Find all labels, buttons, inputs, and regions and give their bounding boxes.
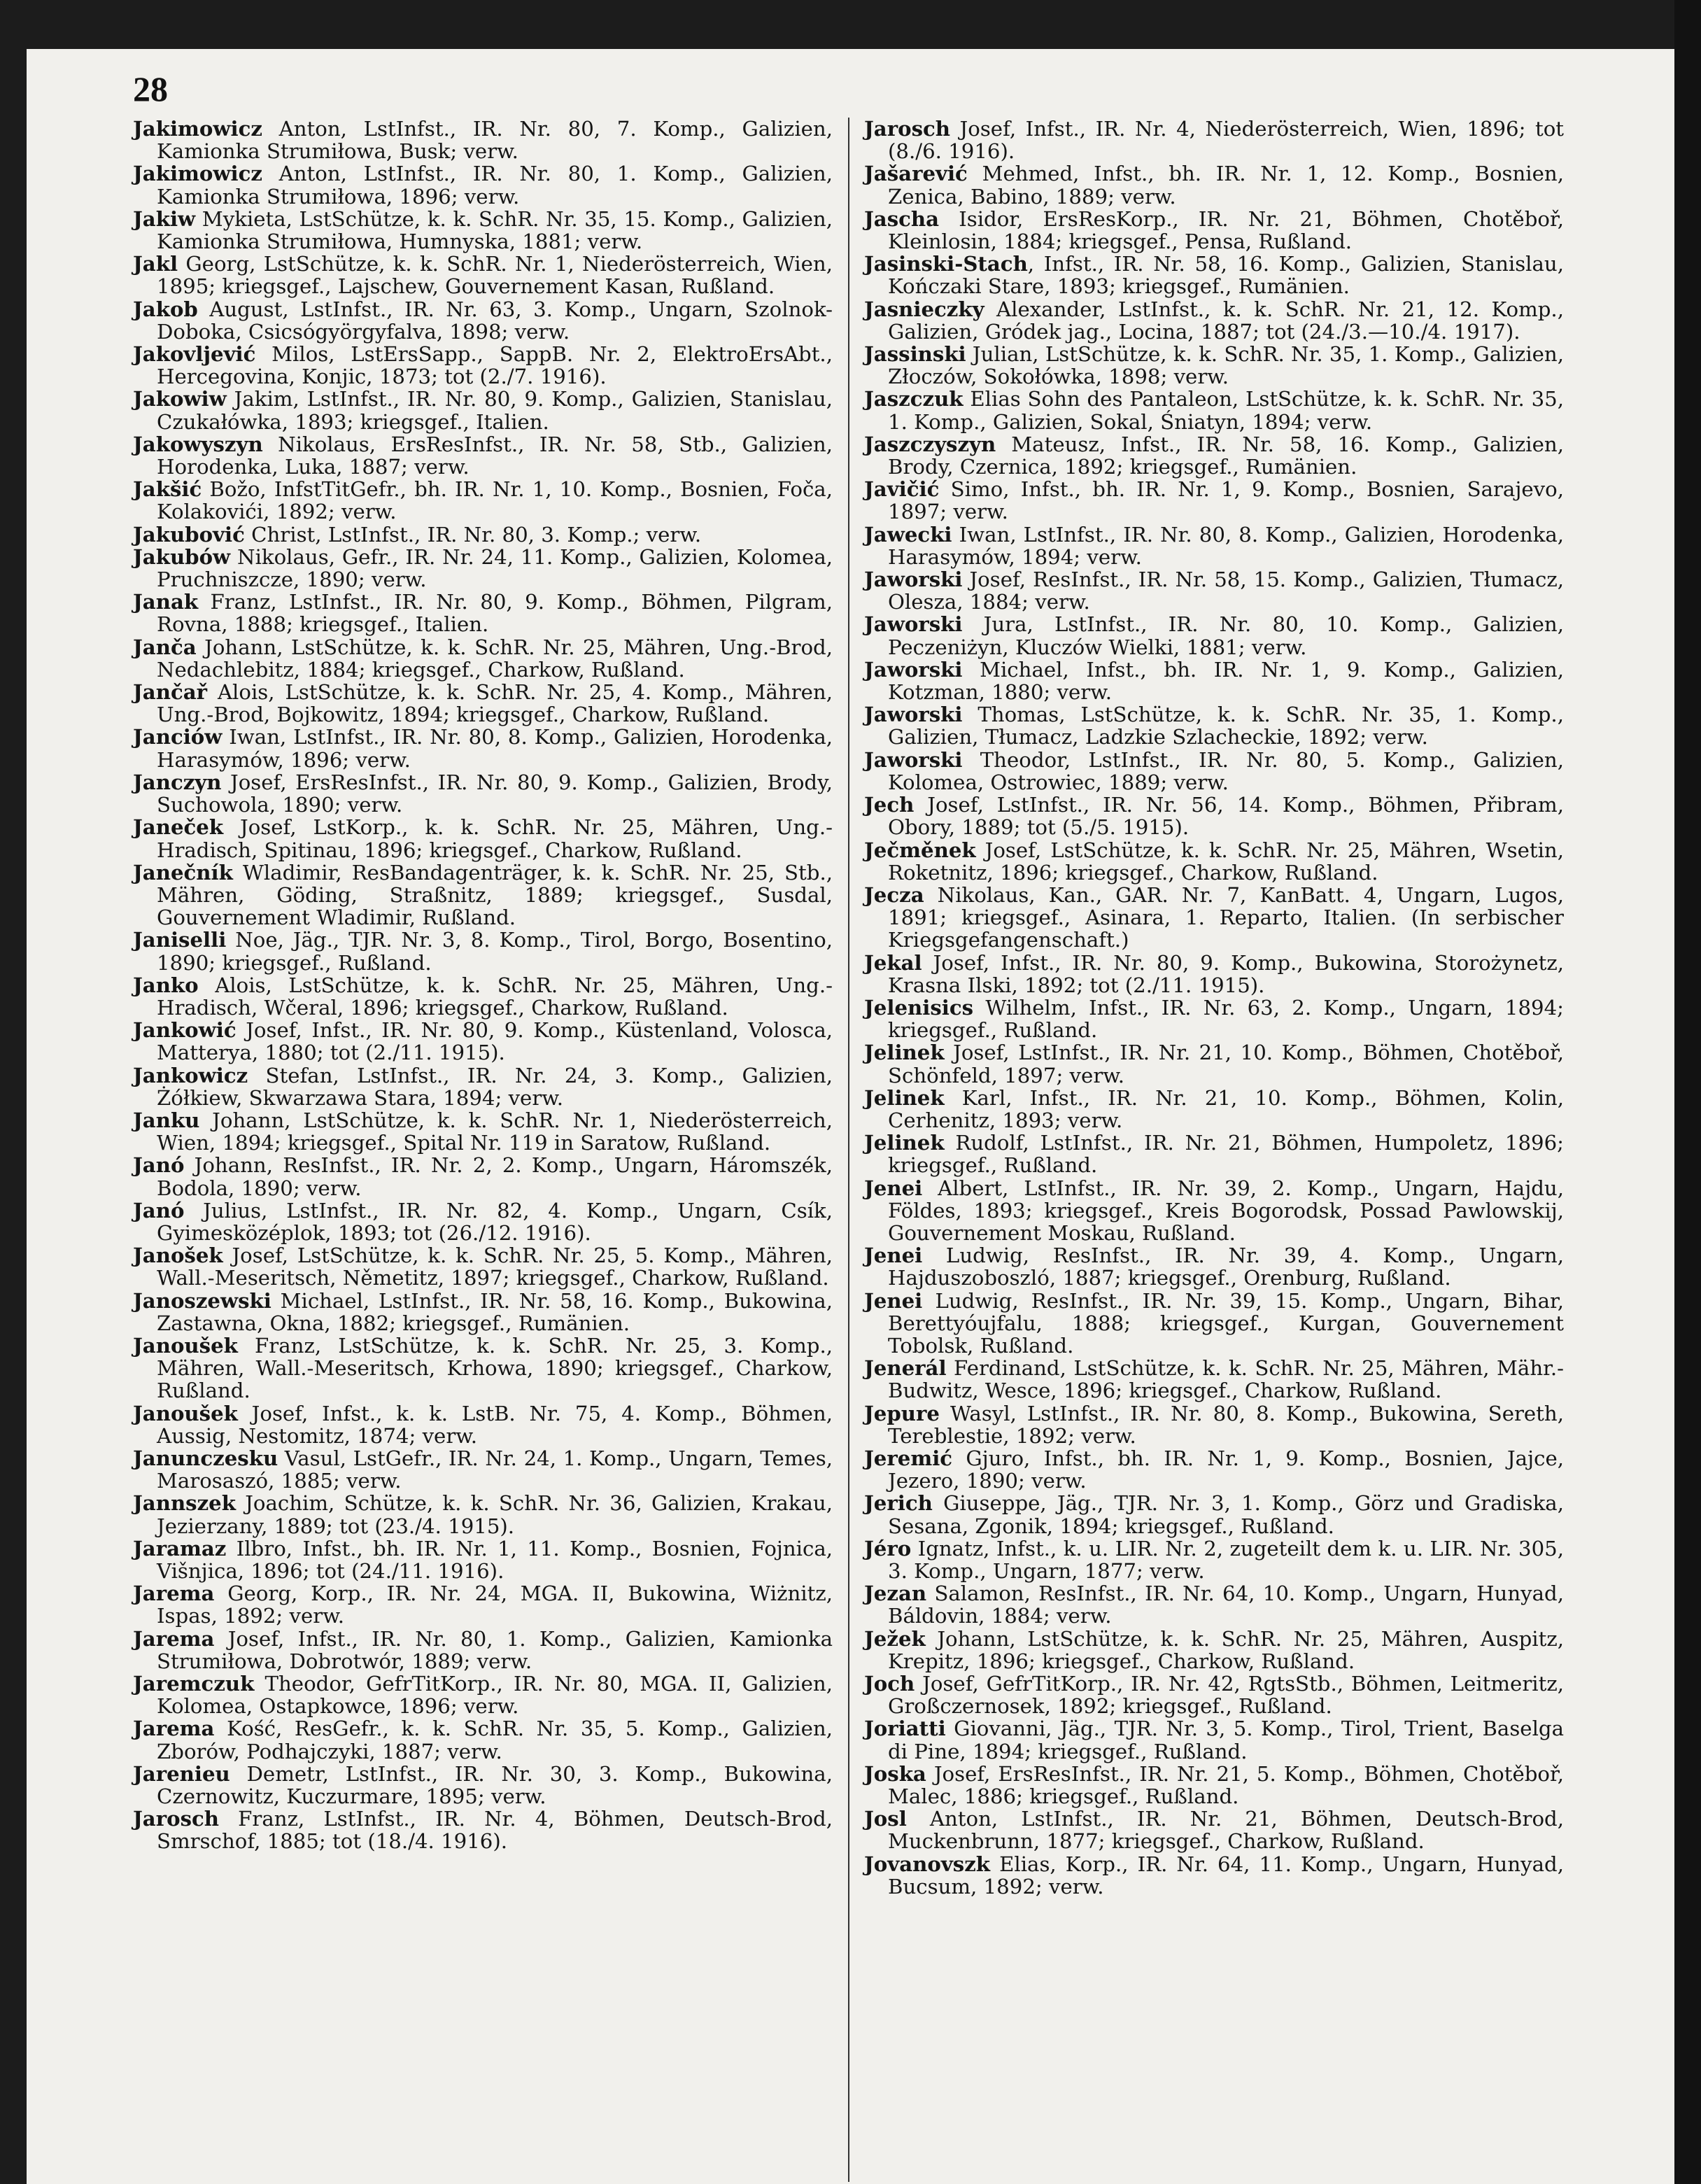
entry-surname: Janak xyxy=(133,590,199,614)
list-entry xyxy=(133,298,833,343)
entry-details: Franz, LstInfst., IR. Nr. 80, 9. Komp., Böhmen, Pilgram, Rovna, 1888; kriegsgef., Italien. xyxy=(157,590,833,637)
entry-surname: Jasnieczky xyxy=(864,297,984,321)
entry-surname: Jakimowicz xyxy=(133,117,262,141)
entry-details: Anton, LstInfst., IR. Nr. 80, 1. Komp., Galizien, Kamionka Strumiłowa, 1896; verw. xyxy=(157,162,833,209)
entry-details: Alois, LstSchütze, k. k. SchR. Nr. 25, Mähren, Ung.-Hradisch, Wčeral, 1896; kriegsgef., Charkow, Rußland. xyxy=(157,973,833,1020)
entry-details: Demetr, LstInfst., IR. Nr. 30, 3. Komp., Bukowina, Czernowitz, Kuczurmare, 1895; verw. xyxy=(157,1761,833,1809)
list-entry xyxy=(133,208,833,253)
entry-surname: Janó xyxy=(133,1153,185,1178)
entry-surname: Joch xyxy=(864,1672,915,1696)
list-entry xyxy=(133,1763,833,1808)
entry-details: Wasyl, LstInfst., IR. Nr. 80, 8. Komp., Bukowina, Sereth, Tereblestie, 1892; verw. xyxy=(888,1401,1564,1448)
entry-surname: Jaworski xyxy=(864,568,963,592)
list-entry xyxy=(864,1763,1564,1808)
entry-surname: Janoušek xyxy=(133,1401,238,1425)
entry-details: August, LstInfst., IR. Nr. 63, 3. Komp., Ungarn, Szolnok-Doboka, Csicsógyörgyfalva, 1898; verw. xyxy=(157,297,833,344)
list-entry xyxy=(864,839,1564,884)
entry-details: Salamon, ResInfst., IR. Nr. 64, 10. Komp., Ungarn, Hunyad, Báldovin, 1884; verw. xyxy=(888,1581,1564,1628)
list-entry xyxy=(864,1808,1564,1852)
page-number: 28 xyxy=(133,69,168,108)
entry-surname: Janiselli xyxy=(133,928,227,952)
list-entry xyxy=(864,884,1564,952)
entry-details: Elias, Korp., IR. Nr. 64, 11. Komp., Ungarn, Hunyad, Bucsum, 1892; verw. xyxy=(888,1852,1564,1898)
entry-details: Iwan, LstInfst., IR. Nr. 80, 8. Komp., Galizien, Horodenka, Harasymów, 1894; verw. xyxy=(888,522,1564,569)
entry-surname: Janó xyxy=(133,1198,185,1223)
list-entry xyxy=(133,1154,833,1199)
entry-surname: Jenei xyxy=(864,1244,923,1268)
entry-surname: Jeremić xyxy=(864,1446,953,1470)
list-entry xyxy=(864,298,1564,343)
entry-surname: Jecza xyxy=(864,882,924,907)
entry-details: Ludwig, ResInfst., IR. Nr. 39, 4. Komp., Ungarn, Hajduszoboszló, 1887; kriegsgef., Orenburg, Rußland. xyxy=(888,1244,1564,1290)
entry-details: Josef, LstKorp., k. k. SchR. Nr. 25, Mähren, Ung.-Hradisch, Spitinau, 1896; kriegsgef., Charkow, Rußland. xyxy=(157,815,833,862)
entry-details: Julius, LstInfst., IR. Nr. 82, 4. Komp., Ungarn, Csík, Gyimesközéplok, 1893; tot (26./12. 1916). xyxy=(157,1198,833,1245)
entry-surname: Jepure xyxy=(864,1401,940,1425)
entry-surname: Jelenisics xyxy=(864,995,974,1020)
list-entry xyxy=(864,1628,1564,1672)
entry-surname: Janku xyxy=(133,1108,200,1132)
entry-details: Kość, ResGefr., k. k. SchR. Nr. 35, 5. Komp., Galizien, Zborów, Podhajczyki, 1887; verw. xyxy=(157,1717,833,1763)
list-entry xyxy=(864,658,1564,703)
entry-surname: Janečník xyxy=(133,860,233,885)
list-entry xyxy=(864,1357,1564,1402)
entry-details: Michael, LstInfst., IR. Nr. 58, 16. Komp., Bukowina, Zastawna, Okna, 1882; kriegsgef., Rumänien. xyxy=(157,1288,833,1335)
list-entry xyxy=(864,1717,1564,1762)
entry-surname: Janko xyxy=(133,973,199,997)
entry-details: Anton, LstInfst., IR. Nr. 80, 7. Komp., Galizien, Kamionka Strumiłowa, Busk; verw. xyxy=(157,117,833,164)
entry-surname: Jasinski-Stach xyxy=(864,252,1028,276)
entry-surname: Ječměnek xyxy=(864,838,976,862)
entry-details: Franz, LstInfst., IR. Nr. 4, Böhmen, Deutsch-Brod, Smrschof, 1885; tot (18./4. 1916). xyxy=(157,1807,833,1854)
entry-surname: Janča xyxy=(133,635,197,659)
entry-surname: Jenei xyxy=(864,1176,923,1200)
entry-surname: Jakubović xyxy=(133,522,245,547)
entry-details: Milos, LstErsSapp., SappB. Nr. 2, ElektroErsAbt., Hercegovina, Konjic, 1873; tot (2./7. 1916). xyxy=(157,342,833,389)
entry-surname: Jaramaz xyxy=(133,1536,227,1560)
entry-details: Michael, Infst., bh. IR. Nr. 1, 9. Komp., Galizien, Kotzman, 1880; verw. xyxy=(888,657,1564,705)
entry-surname: Jaworski xyxy=(864,747,963,772)
entry-details: Johann, LstSchütze, k. k. SchR. Nr. 25, Mähren, Auspitz, Krepitz, 1896; kriegsgef., Charkow, Rußland. xyxy=(888,1626,1564,1673)
list-entry xyxy=(133,1582,833,1627)
entry-surname: Jovanovszk xyxy=(864,1852,991,1876)
list-entry xyxy=(133,816,833,861)
list-entry xyxy=(133,433,833,478)
list-entry xyxy=(864,1244,1564,1289)
entry-surname: Jelinek xyxy=(864,1131,945,1155)
entry-surname: Jakob xyxy=(133,297,198,321)
list-entry xyxy=(133,591,833,635)
entry-surname: Jakovljević xyxy=(133,342,256,367)
entry-details: Ludwig, ResInfst., IR. Nr. 39, 15. Komp., Ungarn, Bihar, Berettyóujfalu, 1888; kriegsgef., Kurgan, Gouvernement Tobolsk, Rußland. xyxy=(888,1288,1564,1358)
entry-details: Ferdinand, LstSchütze, k. k. SchR. Nr. 25, Mähren, Mähr.-Budwitz, Wesce, 1896; kriegsgef., Charkow, Rußland. xyxy=(888,1356,1564,1403)
list-entry xyxy=(864,568,1564,613)
entry-details: Georg, Korp., IR. Nr. 24, MGA. II, Bukowina, Wiżnitz, Ispas, 1892; verw. xyxy=(157,1581,833,1628)
entry-surname: Jarema xyxy=(133,1717,215,1741)
entry-details: Josef, ErsResInfst., IR. Nr. 21, 5. Komp., Böhmen, Chotěboř, Malec, 1886; kriegsgef., Rußland. xyxy=(888,1761,1564,1809)
entry-surname: Jenerál xyxy=(864,1356,947,1381)
entry-details: Mehmed, Infst., bh. IR. Nr. 1, 12. Komp., Bosnien, Zenica, Babino, 1889; verw. xyxy=(888,162,1564,209)
entry-details: Johann, LstSchütze, k. k. SchR. Nr. 1, Niederösterreich, Wien, 1894; kriegsgef., Spital Nr. 119 in Saratow, Rußland. xyxy=(157,1108,833,1155)
entry-surname: Jakšić xyxy=(133,477,202,502)
entry-details: Josef, Infst., IR. Nr. 80, 1. Komp., Galizien, Kamionka Strumiłowa, Dobrotwór, 1889; verw. xyxy=(157,1626,833,1673)
entry-surname: Jarema xyxy=(133,1626,215,1651)
entry-details: Johann, LstSchütze, k. k. SchR. Nr. 25, Mähren, Ung.-Brod, Nedachlebitz, 1884; kriegsgef., Charkow, Rußland. xyxy=(157,635,833,682)
list-entry xyxy=(864,1492,1564,1537)
entry-surname: Jawecki xyxy=(864,522,952,547)
list-entry xyxy=(864,1290,1564,1358)
list-entry xyxy=(864,253,1564,297)
entry-details: Jakim, LstInfst., IR. Nr. 80, 9. Komp., Galizien, Stanislau, Czukałówka, 1893; kriegsgef., Italien. xyxy=(157,387,833,434)
entry-details: Nikolaus, ErsResInfst., IR. Nr. 58, Stb., Galizien, Horodenka, Luka, 1887; verw. xyxy=(157,432,833,479)
entry-surname: Janoszewski xyxy=(133,1288,271,1313)
entry-details: Anton, LstInfst., IR. Nr. 21, Böhmen, Deutsch-Brod, Muckenbrunn, 1877; kriegsgef., Charkow, Rußland. xyxy=(888,1807,1564,1854)
list-entry xyxy=(133,162,833,207)
entry-details: Josef, GefrTitKorp., IR. Nr. 42, RgtsStb., Böhmen, Leitmeritz, Großczernosek, 1892; kriegsgef., Rußland. xyxy=(888,1672,1564,1719)
entry-details: Josef, LstSchütze, k. k. SchR. Nr. 25, 5. Komp., Mähren, Wall.-Meseritsch, Němetitz, 1897; kriegsgef., Charkow, Rußland. xyxy=(157,1244,833,1290)
entry-details: Mykieta, LstSchütze, k. k. SchR. Nr. 35, 15. Komp., Galizien, Kamionka Strumiłowa, Humnyska, 1881; verw. xyxy=(157,206,833,254)
entry-details: Gjuro, Infst., bh. IR. Nr. 1, 9. Komp., Bosnien, Jajce, Jezero, 1890; verw. xyxy=(888,1446,1564,1493)
entry-surname: Javičić xyxy=(864,477,940,502)
entry-surname: Jakiw xyxy=(133,206,196,231)
entry-details: Josef, LstInfst., IR. Nr. 21, 10. Komp., Böhmen, Chotěboř, Schönfeld, 1897; verw. xyxy=(888,1041,1564,1087)
entry-surname: Jaszczyszyn xyxy=(864,432,996,456)
list-entry xyxy=(133,1537,833,1582)
entry-details: Josef, ErsResInfst., IR. Nr. 80, 9. Komp., Galizien, Brody, Suchowola, 1890; verw. xyxy=(157,770,833,817)
entry-details: Thomas, LstSchütze, k. k. SchR. Nr. 35, 1. Komp., Galizien, Tłumacz, Ladzkie Szlacheckie, 1892; verw. xyxy=(888,703,1564,749)
list-entry xyxy=(133,861,833,929)
list-entry xyxy=(133,929,833,973)
list-entry xyxy=(864,1582,1564,1627)
list-entry xyxy=(133,1334,833,1402)
entry-details: Mateusz, Infst., IR. Nr. 58, 16. Komp., Galizien, Brody, Czernica, 1892; kriegsgef., Rumänien. xyxy=(888,432,1564,479)
entry-details: Johann, ResInfst., IR. Nr. 2, 2. Komp., Ungarn, Háromszék, Bodola, 1890; verw. xyxy=(157,1153,833,1200)
list-entry xyxy=(133,1290,833,1334)
list-entry xyxy=(133,1717,833,1762)
entry-surname: Jaworski xyxy=(864,657,963,682)
entry-details: Josef, ResInfst., IR. Nr. 58, 15. Komp., Galizien, Tłumacz, Olesza, 1884; verw. xyxy=(888,568,1564,614)
entry-surname: Joriatti xyxy=(864,1717,946,1741)
entry-surname: Janoušek xyxy=(133,1333,238,1358)
list-entry xyxy=(864,1672,1564,1717)
entry-details: Josef, Infst., IR. Nr. 4, Niederösterreich, Wien, 1896; tot (8./6. 1916). xyxy=(888,117,1564,164)
page-edge-shadow xyxy=(1674,0,1701,2184)
list-entry xyxy=(864,478,1564,523)
entry-surname: Jarosch xyxy=(864,117,950,141)
entry-surname: Jéro xyxy=(864,1536,912,1560)
entry-surname: Jarenieu xyxy=(133,1761,230,1786)
entry-details: , Infst., IR. Nr. 58, 16. Komp., Galizien, Stanislau, Kończaki Stare, 1893; kriegsgef., Rumänien. xyxy=(888,252,1564,299)
list-entry xyxy=(864,208,1564,253)
entry-surname: Jenei xyxy=(864,1288,923,1313)
entry-details: Giovanni, Jäg., TJR. Nr. 3, 5. Komp., Tirol, Trient, Baselga di Pine, 1894; kriegsgef., Rußland. xyxy=(888,1717,1564,1763)
list-entry xyxy=(133,1808,833,1852)
list-entry xyxy=(864,162,1564,207)
entry-details: Josef, LstInfst., IR. Nr. 56, 14. Komp., Böhmen, Přibram, Obory, 1889; tot (5./5. 1915). xyxy=(888,793,1564,840)
entry-details: Vasul, LstGefr., IR. Nr. 24, 1. Komp., Ungarn, Temes, Marosaszó, 1885; verw. xyxy=(157,1446,833,1493)
entry-details: Theodor, GefrTitKorp., IR. Nr. 80, MGA. II, Galizien, Kolomea, Ostapkowce, 1896; verw. xyxy=(157,1672,833,1719)
list-entry xyxy=(133,1019,833,1064)
entry-details: Stefan, LstInfst., IR. Nr. 24, 3. Komp., Galizien, Żółkiew, Skwarzawa Stara, 1894; verw. xyxy=(157,1063,833,1110)
entry-details: Rudolf, LstInfst., IR. Nr. 21, Böhmen, Humpoletz, 1896; kriegsgef., Rußland. xyxy=(888,1131,1564,1178)
list-entry xyxy=(133,1447,833,1492)
entry-surname: Jarema xyxy=(133,1581,215,1606)
entry-surname: Janeček xyxy=(133,815,224,840)
list-entry xyxy=(133,1199,833,1244)
entry-surname: Jarosch xyxy=(133,1807,219,1831)
entry-details: Albert, LstInfst., IR. Nr. 39, 2. Komp., Ungarn, Hajdu, Földes, 1893; kriegsgef., Kreis Bogorodsk, Possad Pawlowskij, Gouvernement Moskau, Rußland. xyxy=(888,1176,1564,1245)
list-entry xyxy=(133,523,833,546)
entry-details: Giuseppe, Jäg., TJR. Nr. 3, 1. Komp., Görz und Gradiska, Sesana, Zgonik, 1894; kriegsgef., Rußland. xyxy=(888,1491,1564,1538)
entry-details: Wilhelm, Infst., IR. Nr. 63, 2. Komp., Ungarn, 1894; kriegsgef., Rußland. xyxy=(888,995,1564,1043)
entry-details: Isidor, ErsResKorp., IR. Nr. 21, Böhmen, Chotěboř, Kleinlosin, 1884; kriegsgef., Pensa, Rußland. xyxy=(888,206,1564,254)
entry-surname: Jakubów xyxy=(133,544,231,569)
list-entry xyxy=(864,1087,1564,1132)
entry-surname: Jekal xyxy=(864,950,922,975)
list-entry xyxy=(864,1402,1564,1447)
list-entry xyxy=(864,523,1564,568)
column-divider xyxy=(848,118,849,2182)
list-entry xyxy=(133,118,833,162)
list-entry xyxy=(133,1402,833,1447)
list-entry xyxy=(864,1177,1564,1245)
list-entry xyxy=(864,1537,1564,1582)
entry-surname: Janunczesku xyxy=(133,1446,278,1470)
entry-surname: Jaworski xyxy=(864,703,963,727)
entry-details: Alexander, LstInfst., k. k. SchR. Nr. 21, 12. Komp., Galizien, Gródek jag., Locina, 1887; tot (24./3.—10./4. 1917). xyxy=(888,297,1564,344)
entry-details: Karl, Infst., IR. Nr. 21, 10. Komp., Böhmen, Kolin, Cerhenitz, 1893; verw. xyxy=(888,1085,1564,1132)
entry-surname: Jančař xyxy=(133,680,208,705)
list-entry xyxy=(864,343,1564,388)
list-entry xyxy=(133,546,833,591)
list-entry xyxy=(133,388,833,432)
list-entry xyxy=(864,1132,1564,1176)
entry-details: Alois, LstSchütze, k. k. SchR. Nr. 25, 4. Komp., Mähren, Ung.-Brod, Bojkowitz, 1894; kriegsgef., Charkow, Rußland. xyxy=(157,680,833,727)
entry-details: Wladimir, ResBandagenträger, k. k. SchR. Nr. 25, Stb., Mähren, Göding, Straßnitz, 1889; kriegsgef., Susdal, Gouvernement Wladimir, Rußland. xyxy=(157,860,833,930)
entry-details: Josef, Infst., IR. Nr. 80, 9. Komp., Küstenland, Volosca, Matterya, 1880; tot (2./11. 1915). xyxy=(157,1018,833,1065)
entry-details: Christ, LstInfst., IR. Nr. 80, 3. Komp.; verw. xyxy=(244,522,702,547)
list-entry xyxy=(133,1492,833,1537)
right-column xyxy=(864,118,1564,1898)
list-entry xyxy=(133,974,833,1019)
entry-details: Elias Sohn des Pantaleon, LstSchütze, k. k. SchR. Nr. 35, 1. Komp., Galizien, Sokal, Śniatyn, 1894; verw. xyxy=(888,387,1564,434)
entry-details: Josef, LstSchütze, k. k. SchR. Nr. 25, Mähren, Wsetin, Roketnitz, 1896; kriegsgef., Charkow, Rußland. xyxy=(888,838,1564,885)
entry-surname: Janczyn xyxy=(133,770,222,794)
list-entry xyxy=(133,636,833,681)
list-entry xyxy=(133,478,833,523)
entry-surname: Jech xyxy=(864,793,915,817)
entry-details: Jura, LstInfst., IR. Nr. 80, 10. Komp., Galizien, Peczeniżyn, Kluczów Wielki, 1881; verw. xyxy=(888,612,1564,659)
entry-details: Joachim, Schütze, k. k. SchR. Nr. 36, Galizien, Krakau, Jezierzany, 1889; tot (23./4. 1915). xyxy=(157,1491,833,1538)
entry-surname: Jannszek xyxy=(133,1491,236,1516)
entry-details: Ignatz, Infst., k. u. LIR. Nr. 2, zugeteilt dem k. u. LIR. Nr. 305, 3. Komp., Ungarn, 1877; verw. xyxy=(888,1536,1564,1583)
entry-surname: Jassinski xyxy=(864,342,966,367)
list-entry xyxy=(864,749,1564,794)
entry-surname: Janošek xyxy=(133,1244,223,1268)
list-entry xyxy=(133,1109,833,1154)
list-entry xyxy=(864,1447,1564,1492)
list-entry xyxy=(864,118,1564,162)
entry-surname: Josl xyxy=(864,1807,907,1831)
entry-details: Josef, Infst., k. k. LstB. Nr. 75, 4. Komp., Böhmen, Aussig, Nestomitz, 1874; verw. xyxy=(157,1401,833,1448)
list-entry xyxy=(864,952,1564,996)
entry-surname: Jelinek xyxy=(864,1085,945,1110)
entry-surname: Jaremczuk xyxy=(133,1672,255,1696)
list-entry xyxy=(864,388,1564,432)
list-entry xyxy=(864,433,1564,478)
entry-details: Julian, LstSchütze, k. k. SchR. Nr. 35, 1. Komp., Galizien, Złoczów, Sokołówka, 1898; verw. xyxy=(888,342,1564,389)
entry-surname: Jašarević xyxy=(864,162,968,186)
list-entry xyxy=(133,1628,833,1672)
entry-details: Nikolaus, Gefr., IR. Nr. 24, 11. Komp., Galizien, Kolomea, Pruchniszcze, 1890; verw. xyxy=(157,544,833,592)
list-entry xyxy=(864,996,1564,1041)
list-entry xyxy=(133,1244,833,1289)
entry-details: Simo, Infst., bh. IR. Nr. 1, 9. Komp., Bosnien, Sarajevo, 1897; verw. xyxy=(888,477,1564,524)
entry-details: Nikolaus, Kan., GAR. Nr. 7, KanBatt. 4, Ungarn, Lugos, 1891; kriegsgef., Asinara, 1. Reparto, Italien. (In serbischer Kriegsgefangenschaft.) xyxy=(888,882,1564,952)
entry-details: Theodor, LstInfst., IR. Nr. 80, 5. Komp., Galizien, Kolomea, Ostrowiec, 1889; verw. xyxy=(888,747,1564,794)
entry-surname: Jankowić xyxy=(133,1018,237,1043)
entry-details: Iwan, LstInfst., IR. Nr. 80, 8. Komp., Galizien, Horodenka, Harasymów, 1896; verw. xyxy=(157,725,833,772)
list-entry xyxy=(133,726,833,770)
list-entry xyxy=(864,613,1564,658)
list-entry xyxy=(133,253,833,297)
entry-surname: Jakl xyxy=(133,252,178,276)
entry-surname: Jaszczuk xyxy=(864,387,964,411)
entry-details: Georg, LstSchütze, k. k. SchR. Nr. 1, Niederösterreich, Wien, 1895; kriegsgef., Lajschew, Gouvernement Kasan, Rußland. xyxy=(157,252,833,299)
entry-surname: Jerich xyxy=(864,1491,933,1516)
entry-surname: Janciów xyxy=(133,725,223,749)
entry-details: Josef, Infst., IR. Nr. 80, 9. Komp., Bukowina, Storożynetz, Krasna Ilski, 1892; tot (2./11. 1915). xyxy=(888,950,1564,997)
list-entry xyxy=(864,1853,1564,1898)
entry-surname: Jezan xyxy=(864,1581,927,1606)
entry-surname: Jascha xyxy=(864,206,940,231)
list-entry xyxy=(864,703,1564,748)
list-entry xyxy=(864,794,1564,838)
entry-surname: Jakowiw xyxy=(133,387,227,411)
list-entry xyxy=(133,343,833,388)
list-entry xyxy=(133,771,833,816)
left-column xyxy=(133,118,833,1853)
list-entry xyxy=(133,1672,833,1717)
entry-details: Ilbro, Infst., bh. IR. Nr. 1, 11. Komp., Bosnien, Fojnica, Višnjica, 1896; tot (24./11. 1916). xyxy=(157,1536,833,1583)
entry-details: Božo, InfstTitGefr., bh. IR. Nr. 1, 10. Komp., Bosnien, Foča, Kolakovići, 1892; verw. xyxy=(157,477,833,524)
list-entry xyxy=(133,681,833,726)
entry-surname: Joska xyxy=(864,1761,926,1786)
entry-surname: Jelinek xyxy=(864,1041,945,1065)
entry-surname: Jaworski xyxy=(864,612,963,637)
entry-surname: Ježek xyxy=(864,1626,926,1651)
list-entry xyxy=(133,1064,833,1109)
entry-surname: Jakimowicz xyxy=(133,162,262,186)
entry-details: Franz, LstSchütze, k. k. SchR. Nr. 25, 3. Komp., Mähren, Wall.-Meseritsch, Krhowa, 1890; kriegsgef., Charkow, Rußland. xyxy=(157,1333,833,1403)
entry-surname: Jankowicz xyxy=(133,1063,248,1087)
entry-surname: Jakowyszyn xyxy=(133,432,263,456)
entry-details: Noe, Jäg., TJR. Nr. 3, 8. Komp., Tirol, Borgo, Bosentino, 1890; kriegsgef., Rußland. xyxy=(157,928,833,975)
list-entry xyxy=(864,1041,1564,1086)
